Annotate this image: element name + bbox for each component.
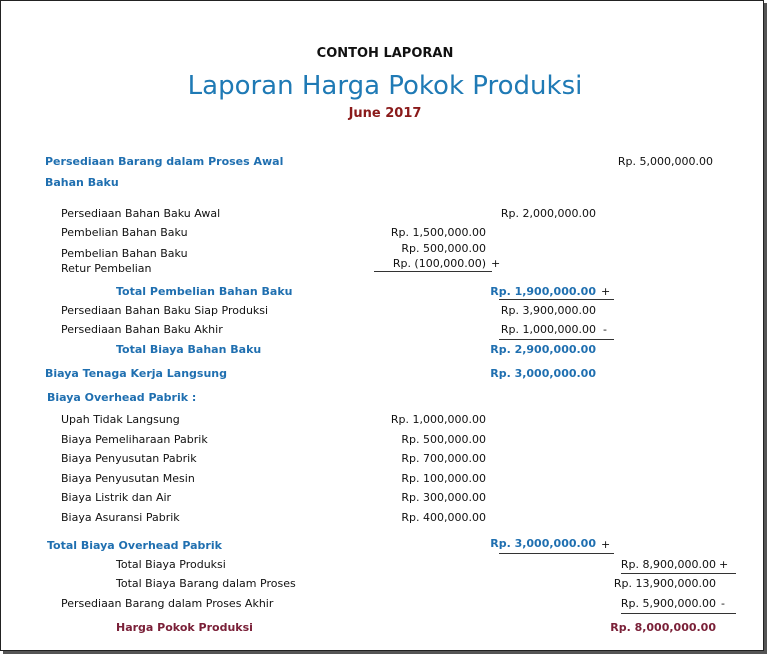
overhead-item-label: Upah Tidak Langsung bbox=[61, 413, 180, 426]
report-kicker: CONTOH LAPORAN bbox=[316, 46, 454, 61]
tenaga-kerja-amount: Rp. 3,000,000.00 bbox=[490, 367, 596, 380]
overhead-item-amount: Rp. 1,000,000.00 bbox=[390, 413, 486, 426]
overhead-item-label: Biaya Asuransi Pabrik bbox=[61, 511, 180, 524]
overhead-item-amount: Rp. 400,000.00 bbox=[401, 511, 486, 524]
bahan-baku-heading: Bahan Baku bbox=[45, 176, 119, 189]
total-pembelian-underline bbox=[499, 299, 614, 300]
hpp-label: Harga Pokok Produksi bbox=[116, 621, 253, 634]
retur-label: Retur Pembelian bbox=[61, 262, 152, 275]
total-barang-proses-label: Total Biaya Barang dalam Proses bbox=[116, 577, 296, 590]
report-title: Laporan Harga Pokok Produksi bbox=[187, 71, 583, 101]
wip-akhir-amount: Rp. 5,900,000.00 bbox=[620, 597, 716, 610]
hpp-amount: Rp. 8,000,000.00 bbox=[610, 621, 716, 634]
total-overhead-label: Total Biaya Overhead Pabrik bbox=[47, 539, 222, 552]
total-pembelian-amount: Rp. 1,900,000.00 bbox=[490, 285, 596, 298]
total-overhead-operator: + bbox=[601, 538, 611, 551]
total-bahan-baku-label: Total Biaya Bahan Baku bbox=[116, 343, 262, 356]
total-pembelian-operator: + bbox=[601, 285, 611, 298]
persediaan-akhir-underline bbox=[499, 339, 614, 340]
persediaan-awal-label: Persediaan Bahan Baku Awal bbox=[61, 207, 221, 220]
total-overhead-underline bbox=[499, 553, 614, 554]
siap-produksi-label: Persediaan Bahan Baku Siap Produksi bbox=[61, 304, 269, 317]
pembelian2-label: Pembelian Bahan Baku bbox=[61, 247, 188, 260]
total-produksi-label: Total Biaya Produksi bbox=[116, 558, 226, 571]
wip-akhir-label: Persediaan Barang dalam Proses Akhir bbox=[61, 597, 274, 610]
pembelian2-amount: Rp. 500,000.00 bbox=[401, 242, 486, 255]
overhead-item-amount: Rp. 500,000.00 bbox=[401, 433, 486, 446]
persediaan-awal-amount: Rp. 2,000,000.00 bbox=[500, 207, 596, 220]
report-date: June 2017 bbox=[348, 106, 422, 121]
overhead-item-amount: Rp. 700,000.00 bbox=[401, 452, 486, 465]
total-pembelian-label: Total Pembelian Bahan Baku bbox=[116, 285, 293, 298]
wip-awal-amount: Rp. 5,000,000.00 bbox=[617, 155, 713, 168]
persediaan-akhir-label: Persediaan Bahan Baku Akhir bbox=[61, 323, 223, 336]
overhead-item-amount: Rp. 300,000.00 bbox=[401, 491, 486, 504]
overhead-item-label: Biaya Listrik dan Air bbox=[61, 491, 172, 504]
wip-akhir-underline bbox=[621, 613, 736, 614]
total-produksi-operator: + bbox=[719, 558, 729, 571]
total-produksi-underline bbox=[621, 573, 736, 574]
total-bahan-baku-amount: Rp. 2,900,000.00 bbox=[490, 343, 596, 356]
wip-akhir-operator: - bbox=[721, 597, 725, 610]
persediaan-akhir-amount: Rp. 1,000,000.00 bbox=[500, 323, 596, 336]
siap-produksi-amount: Rp. 3,900,000.00 bbox=[500, 304, 596, 317]
overhead-item-label: Biaya Penyusutan Pabrik bbox=[61, 452, 197, 465]
persediaan-akhir-operator: - bbox=[603, 323, 607, 336]
wip-awal-label: Persediaan Barang dalam Proses Awal bbox=[45, 155, 284, 168]
overhead-item-label: Biaya Pemeliharaan Pabrik bbox=[61, 433, 208, 446]
total-barang-proses-amount: Rp. 13,900,000.00 bbox=[613, 577, 716, 590]
pembelian-amount: Rp. 1,500,000.00 bbox=[390, 226, 486, 239]
pembelian-label: Pembelian Bahan Baku bbox=[61, 226, 188, 239]
overhead-item-label: Biaya Penyusutan Mesin bbox=[61, 472, 195, 485]
tenaga-kerja-label: Biaya Tenaga Kerja Langsung bbox=[45, 367, 228, 380]
retur-underline bbox=[374, 271, 492, 272]
total-produksi-amount: Rp. 8,900,000.00 bbox=[620, 558, 716, 571]
retur-operator: + bbox=[491, 257, 501, 270]
retur-amount: Rp. (100,000.00) bbox=[392, 257, 486, 270]
total-overhead-amount: Rp. 3,000,000.00 bbox=[490, 537, 596, 550]
overhead-item-amount: Rp. 100,000.00 bbox=[401, 472, 486, 485]
overhead-heading: Biaya Overhead Pabrik : bbox=[47, 391, 197, 404]
